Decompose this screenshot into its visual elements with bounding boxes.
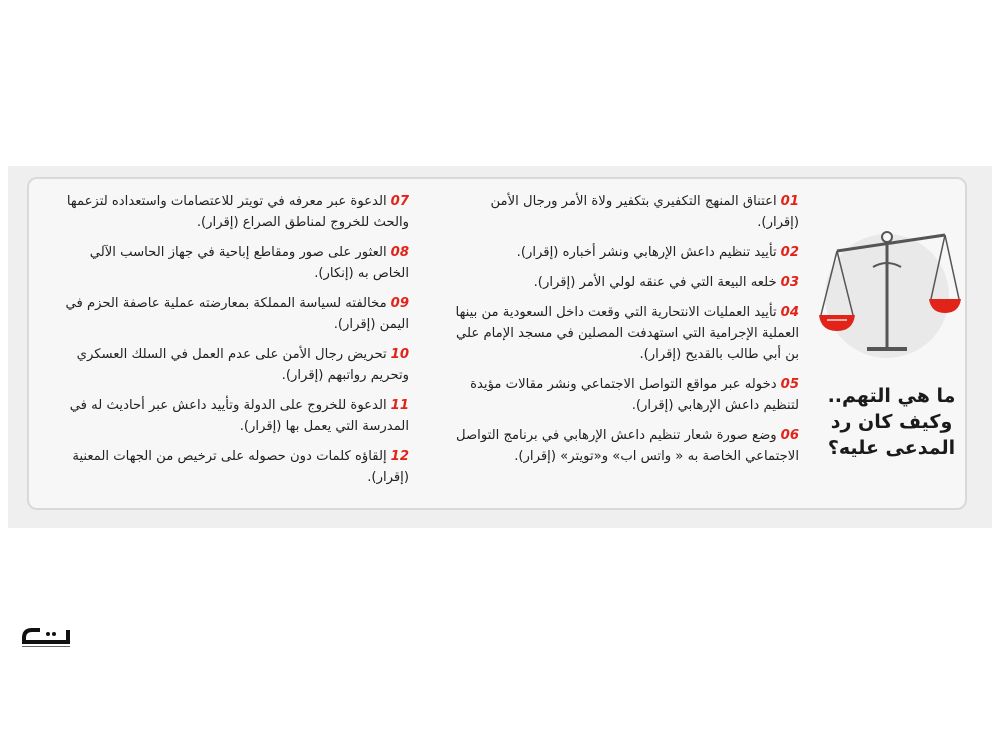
charge-number: 04 bbox=[780, 305, 799, 320]
charge-text: إلقاؤه كلمات دون حصوله على ترخيص من الجهات المعنية (إقرار). bbox=[72, 449, 409, 485]
charge-item bbox=[449, 302, 799, 365]
charge-item bbox=[449, 272, 799, 293]
charge-text: خلعه البيعة التي في عنقه لولي الأمر (إقرار). bbox=[533, 275, 777, 290]
charge-text: مخالفته لسياسة المملكة بمعارضته عملية عاصفة الحزم في اليمن (إقرار). bbox=[65, 296, 409, 332]
charge-number: 12 bbox=[390, 449, 409, 464]
makkah-logo bbox=[18, 624, 78, 648]
charge-text: تحريض رجال الأمن على عدم العمل في السلك العسكري وتحريم رواتبهم (إقرار). bbox=[76, 347, 409, 383]
charge-text: وضع صورة شعار تنظيم داعش الإرهابي في برنامج التواصل الاجتماعي الخاصة به « واتس اب» و«تويتر» (إقرار). bbox=[455, 428, 799, 464]
charge-number: 01 bbox=[780, 194, 799, 209]
charge-text: دخوله عبر مواقع التواصل الاجتماعي ونشر مقالات مؤيدة لتنظيم داعش الإرهابي (إقرار). bbox=[470, 377, 799, 413]
charge-item bbox=[59, 191, 409, 233]
infographic-title: ما هي التهم.. وكيف كان رد المدعى عليه؟ bbox=[827, 385, 956, 459]
charge-item bbox=[59, 446, 409, 488]
charges-column-right bbox=[449, 191, 799, 476]
charge-number: 10 bbox=[390, 347, 409, 362]
charge-number: 05 bbox=[780, 377, 799, 392]
charge-item bbox=[59, 344, 409, 386]
charge-number: 11 bbox=[390, 398, 409, 413]
charge-number: 06 bbox=[780, 428, 799, 443]
charge-item bbox=[449, 425, 799, 467]
justice-scale-icon bbox=[807, 219, 967, 369]
charge-text: العثور على صور ومقاطع إباحية في جهاز الحاسب الآلي الخاص به (إنكار). bbox=[89, 245, 409, 281]
charge-number: 08 bbox=[390, 245, 409, 260]
charge-number: 07 bbox=[390, 194, 409, 209]
infographic-card bbox=[27, 177, 967, 510]
charge-number: 02 bbox=[780, 245, 799, 260]
charge-item bbox=[449, 374, 799, 416]
charge-text: تأييد العمليات الانتحارية التي وقعت داخل السعودية من بينها العملية الإجرامية التي استهدفت المصلين في مسجد الإمام علي بن أبي طالب بالقديح (إقرار). bbox=[455, 305, 799, 362]
charge-text: الدعوة للخروج على الدولة وتأييد داعش عبر أحاديث له في المدرسة التي يعمل بها (إقرار). bbox=[69, 398, 409, 434]
charge-text: تأييد تنظيم داعش الإرهابي ونشر أخباره (إقرار). bbox=[516, 245, 777, 260]
charge-item bbox=[449, 242, 799, 263]
charges-column-left bbox=[59, 191, 409, 497]
charge-item bbox=[59, 293, 409, 335]
charge-number: 03 bbox=[780, 275, 799, 290]
charge-item bbox=[59, 395, 409, 437]
charge-item bbox=[449, 191, 799, 233]
charge-text: اعتناق المنهج التكفيري بتكفير ولاة الأمر ورجال الأمن (إقرار). bbox=[490, 194, 799, 230]
charge-item bbox=[59, 242, 409, 284]
charge-number: 09 bbox=[390, 296, 409, 311]
charge-text: الدعوة عبر معرفه في تويتر للاعتصامات واستعداده لتزعمها والحث للخروج لمناطق الصراع (إقرار). bbox=[66, 194, 409, 230]
